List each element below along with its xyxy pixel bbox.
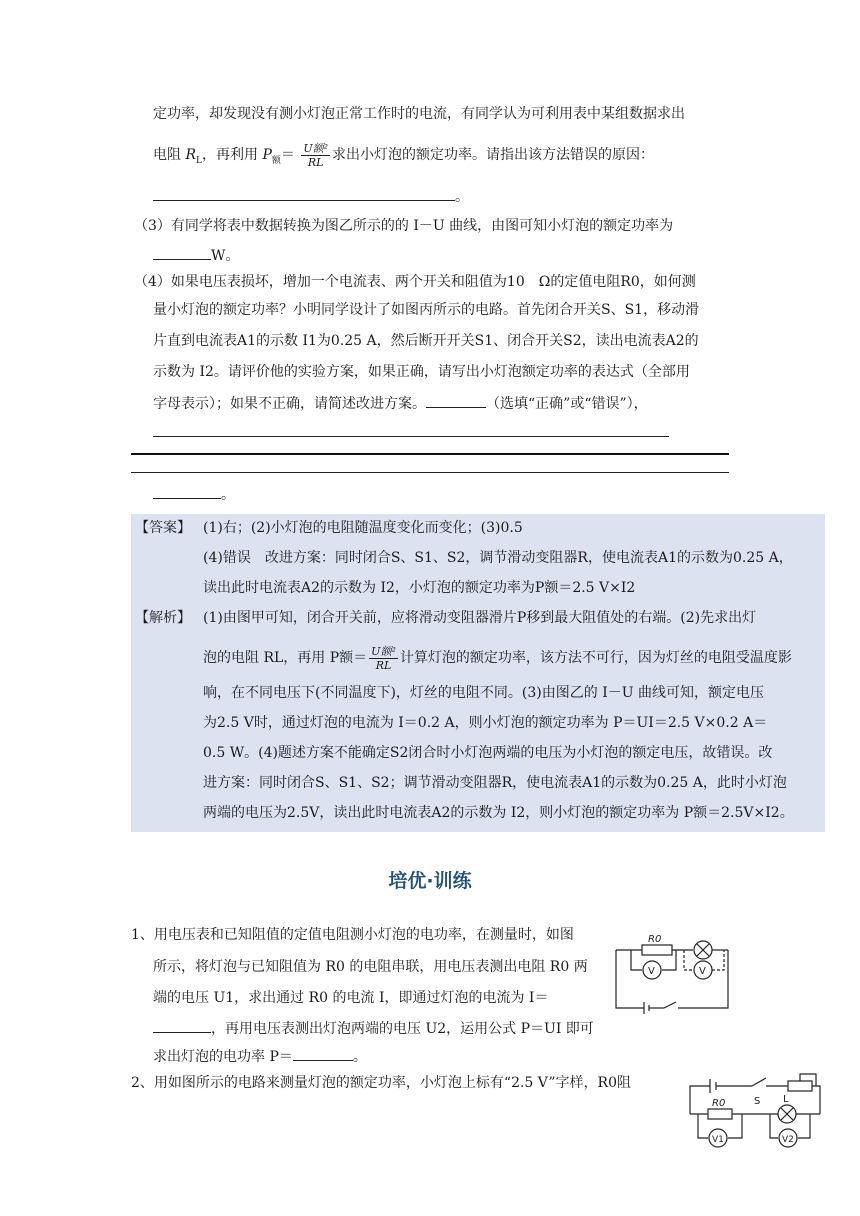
- q2-line-1: 定功率，却发现没有测小灯泡正常工作时的电流，有同学认为可利用表中某组数据求出: [153, 106, 685, 122]
- q2-line-2: [153, 140, 654, 176]
- answer-blank[interactable]: [153, 186, 455, 201]
- q2-line-3: [153, 186, 469, 207]
- label-r0: R0: [712, 1098, 726, 1109]
- answer-line[interactable]: [131, 472, 729, 473]
- analysis-line-4: 为2.5 V时，通过灯泡的电流为 I＝0.2 A，则小灯泡的额定功率为 P＝UI＝2.5 V×0.2 A＝: [203, 715, 768, 731]
- q4-line-1: （4）如果电压表损坏，增加一个电流表、两个开关和阻值为10 Ω的定值电阻R0，如何测: [134, 274, 696, 290]
- circuit-diagram-1: [606, 930, 736, 1020]
- analysis-line-2-a: 泡的电阻 RL，再用 P额＝: [203, 650, 368, 666]
- p1-line-5-a: 求出灯泡的电功率 P＝: [153, 1049, 293, 1065]
- analysis-tag: 【解析】: [135, 610, 191, 626]
- label-v1: V1: [712, 1135, 724, 1145]
- q4-line-5-b: （选填“正确”或“错误”），: [486, 396, 648, 412]
- q4-line-2: 量小灯泡的额定功率？小明同学设计了如图丙所示的电路。首先闭合开关S、S1，移动滑: [153, 302, 700, 318]
- analysis-line-6: 进方案：同时闭合S、S1、S2；调节滑动变阻器R，使电流表A1的示数为0.25 A，此时小灯泡: [203, 775, 787, 791]
- answer-blank[interactable]: [153, 1018, 211, 1033]
- analysis-line-2-b: 计算灯泡的额定功率，该方法不可行，因为灯丝的电阻受温度影: [399, 650, 792, 666]
- rheostat-icon: [788, 1081, 812, 1091]
- answer-line-2: (4)错误 改进方案：同时闭合S、S1、S2，调节滑动变阻器R，使电流表A1的示数为0.25 A，: [203, 550, 793, 566]
- section-title: 培优·训练: [388, 870, 472, 892]
- resistor-r0: [708, 1109, 732, 1119]
- answer-tag: 【答案】: [135, 520, 191, 536]
- analysis-line-1: (1)由图甲可知，闭合开关前，应将滑动变阻器滑片P移到最大阻值处的右端。(2)先求出灯: [203, 610, 757, 626]
- power-fraction: [369, 645, 398, 672]
- q2-line-2-c: 求出小灯泡的额定功率。请指出该方法错误的原因：: [332, 147, 655, 163]
- answer-line[interactable]: [153, 436, 669, 437]
- q3-line-2-end: W。: [211, 248, 240, 264]
- analysis-line-5: 0.5 W。(4)题述方案不能确定S2闭合时小灯泡两端的电压为小灯泡的额定电压，故错误。改: [203, 745, 773, 761]
- label-v: V: [648, 966, 655, 977]
- answer-blank[interactable]: [153, 484, 221, 499]
- label-s: S: [754, 1096, 761, 1107]
- answer-line-1: (1)右；(2)小灯泡的电阻随温度变化而变化；(3)0.5: [203, 520, 523, 536]
- label-v2: V2: [782, 1135, 794, 1145]
- q4-line-5-a: 字母表示）；如果不正确，请简述改进方案。: [153, 396, 426, 412]
- p1-line-3: 端的电压 U1，求出通过 R0 的电流 I，即通过灯泡的电流为 I＝: [153, 990, 549, 1006]
- p1-line-4-b: ，再用电压表测出灯泡两端的电压 U2，运用公式 P＝UI 即可: [211, 1021, 594, 1037]
- fraction-denominator: RL: [307, 155, 324, 169]
- q2-line-3-end: 。: [455, 189, 469, 205]
- analysis-line-7: 两端的电压为2.5V，读出此时电流表A2的示数为 I2，则小灯泡的额定功率为 P额＝2.5V×I2。: [203, 805, 794, 821]
- r-symbol: R: [185, 147, 196, 163]
- answer-blank[interactable]: [293, 1046, 353, 1061]
- answer-line[interactable]: [131, 453, 729, 455]
- q4-line-4: 示数为 I2。请评价他的实验方案，如果正确，请写出小灯泡额定功率的表达式（全部用: [153, 364, 690, 380]
- p-symbol: P: [262, 147, 272, 163]
- fraction-denominator: RL: [375, 658, 392, 672]
- label-v: V: [699, 966, 706, 977]
- answer-blank[interactable]: [153, 245, 211, 260]
- label-r0: R0: [648, 934, 662, 945]
- answer-blank[interactable]: [426, 393, 486, 408]
- p1-line-2: 所示，将灯泡与已知阻值为 R0 的电阻串联，用电压表测出电阻 R0 两: [153, 959, 588, 975]
- analysis-line-2: [203, 643, 792, 673]
- q2-line-2-a: 电阻: [153, 147, 181, 163]
- p1-line-1: 1、用电压表和已知阻值的定值电阻测小灯泡的电功率，在测量时，如图: [131, 927, 574, 943]
- p2-line-1: 2、用如图所示的电路来测量灯泡的额定功率，小灯泡上标有“2.5 V”字样，R0阻: [131, 1075, 632, 1091]
- resistor-r0: [642, 945, 672, 955]
- power-fraction: [301, 142, 330, 169]
- q4-line-5: [153, 393, 648, 414]
- fraction-numerator: U额²: [371, 644, 396, 658]
- label-l: L: [783, 1094, 789, 1105]
- q2-line-2-b: ，再利用: [201, 147, 258, 163]
- analysis-line-3: 响，在不同电压下(不同温度下)，灯丝的电阻不同。(3)由图乙的 I－U 曲线可知，额定电压: [203, 685, 764, 701]
- p1-line-4: [153, 1018, 594, 1039]
- p1-line-5: [153, 1046, 367, 1067]
- q4-line-3: 片直到电流表A1的示数 I1为0.25 A，然后断开开关S1、闭合开关S2，读出电流表A2的: [153, 333, 699, 349]
- q4-line-8-end: 。: [221, 487, 235, 503]
- q3-line-1: （3）有同学将表中数据转换为图乙所示的的 I－U 曲线，由图可知小灯泡的额定功率为: [134, 218, 674, 234]
- equals-sign: ＝: [280, 147, 295, 163]
- q3-line-2: [153, 245, 239, 266]
- p1-line-5-end: 。: [352, 1049, 367, 1065]
- answer-line-3: 读出此时电流表A2的示数为 I2，小灯泡的额定功率为P额＝2.5 V×I2: [203, 580, 636, 596]
- r-sub: L: [196, 155, 202, 166]
- p-sub: 额: [271, 155, 281, 166]
- q4-line-8: [153, 484, 235, 505]
- circuit-diagram-2: [686, 1064, 826, 1156]
- fraction-numerator: U额²: [303, 141, 329, 155]
